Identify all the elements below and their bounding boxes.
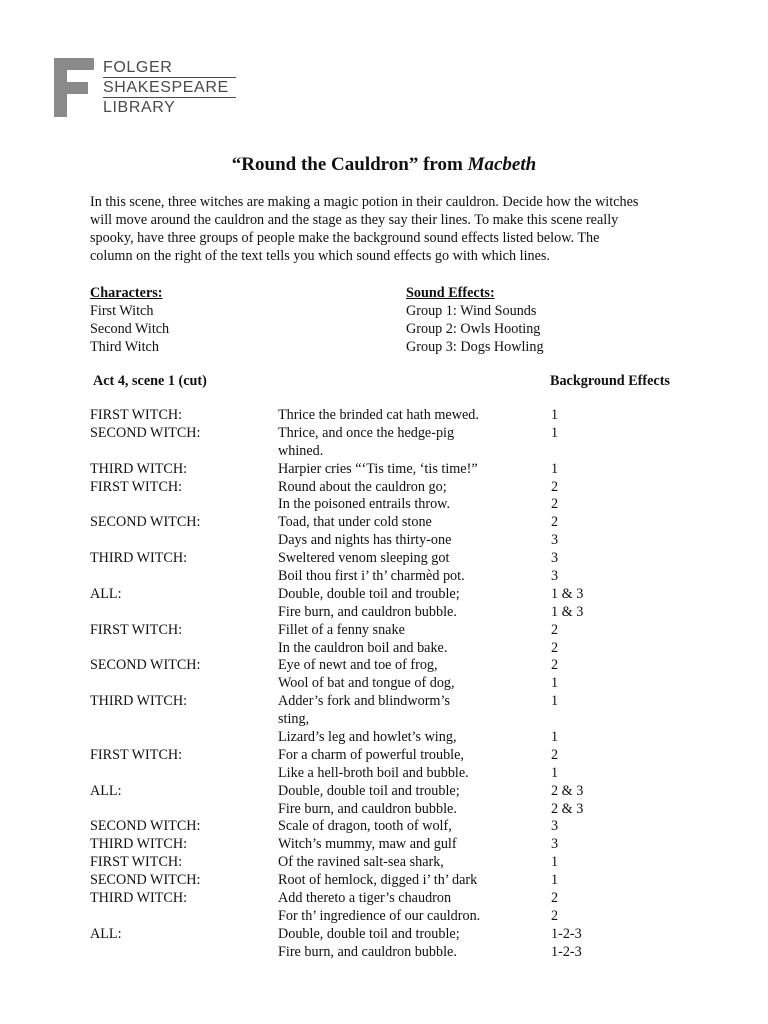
script-line: Double, double toil and trouble; xyxy=(278,925,460,942)
speaker-label: SECOND WITCH: xyxy=(90,514,201,531)
effect-group: 1 xyxy=(551,854,559,871)
script-row xyxy=(90,640,690,658)
script-row xyxy=(90,568,690,586)
effect-group: 2 xyxy=(551,746,559,763)
script-line: Double, double toil and trouble; xyxy=(278,585,460,602)
script-row xyxy=(90,693,690,711)
script-row xyxy=(90,765,690,783)
speaker-label: SECOND WITCH: xyxy=(90,818,201,835)
script-row xyxy=(90,872,690,890)
script-row xyxy=(90,586,690,604)
act-scene-heading: Act 4, scene 1 (cut) xyxy=(93,373,207,389)
character-item: Second Witch xyxy=(90,321,170,337)
speaker-label: FIRST WITCH: xyxy=(90,621,183,638)
speaker-label: SECOND WITCH: xyxy=(90,872,201,889)
script-line: Harpier cries “‘Tis time, ‘tis time!” xyxy=(278,460,478,477)
speaker-label: THIRD WITCH: xyxy=(90,550,188,567)
script-line: In the cauldron boil and bake. xyxy=(278,639,448,656)
sound-effect-item: Group 3: Dogs Howling xyxy=(406,339,544,355)
logo-line-2: SHAKESPEARE xyxy=(103,78,229,96)
script-line: Adder’s fork and blindworm’s xyxy=(278,693,450,710)
effect-group: 2 & 3 xyxy=(551,800,584,817)
effect-group: 1 xyxy=(551,872,559,889)
script-line: Round about the cauldron go; xyxy=(278,478,447,495)
script-row xyxy=(90,514,690,532)
sound-effects-heading: Sound Effects: xyxy=(406,285,495,301)
effect-group: 1 xyxy=(551,460,559,477)
script-line: Witch’s mummy, maw and gulf xyxy=(278,836,457,853)
script-line: Days and nights has thirty-one xyxy=(278,532,452,549)
speaker-label: ALL: xyxy=(90,925,122,942)
script-row xyxy=(90,818,690,836)
effect-group: 1 & 3 xyxy=(551,585,584,602)
script-line: Add thereto a tiger’s chaudron xyxy=(278,890,452,907)
speaker-label: THIRD WITCH: xyxy=(90,460,188,477)
characters-heading: Characters: xyxy=(90,285,163,301)
script-row xyxy=(90,622,690,640)
speaker-label: THIRD WITCH: xyxy=(90,693,188,710)
effect-group: 2 xyxy=(551,621,559,638)
effect-group: 1 xyxy=(551,693,559,710)
effect-group: 3 xyxy=(551,550,559,567)
effect-group: 1-2-3 xyxy=(551,925,582,942)
script-line: For th’ ingredience of our cauldron. xyxy=(278,907,481,924)
effect-group: 2 xyxy=(551,514,559,531)
script-row xyxy=(90,711,690,729)
effect-group: 1 xyxy=(551,764,559,781)
folger-f-logo-icon xyxy=(54,58,94,117)
effect-group: 3 xyxy=(551,818,559,835)
page-title xyxy=(0,154,768,176)
script-line: For a charm of powerful trouble, xyxy=(278,746,464,763)
script-row xyxy=(90,783,690,801)
sound-effects-list xyxy=(406,284,544,356)
script-row xyxy=(90,550,690,568)
script-line: Fire burn, and cauldron bubble. xyxy=(278,943,457,960)
script-line: Fire burn, and cauldron bubble. xyxy=(278,603,457,620)
script-row xyxy=(90,532,690,550)
script-line: sting, xyxy=(278,711,310,728)
script-row xyxy=(90,604,690,622)
script-row xyxy=(90,407,690,425)
speaker-label: THIRD WITCH: xyxy=(90,890,188,907)
effect-group: 2 & 3 xyxy=(551,782,584,799)
script-line: Double, double toil and trouble; xyxy=(278,782,460,799)
script-line: Like a hell-broth boil and bubble. xyxy=(278,764,469,781)
intro-paragraph xyxy=(90,193,690,265)
script-row xyxy=(90,479,690,497)
character-item: First Witch xyxy=(90,303,154,319)
script-row xyxy=(90,926,690,944)
script-row xyxy=(90,890,690,908)
script-line: Lizard’s leg and howlet’s wing, xyxy=(278,729,457,746)
intro-line: In this scene, three witches are making a magic potion in their cauldron. Decide how the witches xyxy=(90,194,639,210)
effect-group: 2 xyxy=(551,478,559,495)
sound-effect-item: Group 2: Owls Hooting xyxy=(406,321,541,337)
effect-group: 2 xyxy=(551,657,559,674)
script-row xyxy=(90,729,690,747)
script-row xyxy=(90,854,690,872)
effect-group: 2 xyxy=(551,907,559,924)
script-line: whined. xyxy=(278,442,324,459)
effect-group: 2 xyxy=(551,496,559,513)
effect-group: 3 xyxy=(551,568,559,585)
speaker-label: SECOND WITCH: xyxy=(90,424,201,441)
script-table xyxy=(90,407,690,962)
script-row xyxy=(90,443,690,461)
script-line: Fire burn, and cauldron bubble. xyxy=(278,800,457,817)
speaker-label: FIRST WITCH: xyxy=(90,478,183,495)
speaker-label: SECOND WITCH: xyxy=(90,657,201,674)
background-effects-heading: Background Effects xyxy=(550,373,670,389)
script-row xyxy=(90,461,690,479)
script-row xyxy=(90,675,690,693)
effect-group: 1 & 3 xyxy=(551,603,584,620)
script-row xyxy=(90,747,690,765)
characters-list xyxy=(90,284,169,356)
speaker-label: FIRST WITCH: xyxy=(90,407,183,423)
script-row xyxy=(90,801,690,819)
effect-group: 1 xyxy=(551,729,559,746)
script-row xyxy=(90,425,690,443)
script-row xyxy=(90,908,690,926)
script-line: Thrice the brinded cat hath mewed. xyxy=(278,407,479,423)
script-row xyxy=(90,836,690,854)
script-line: Thrice, and once the hedge-pig xyxy=(278,424,455,441)
script-line: Scale of dragon, tooth of wolf, xyxy=(278,818,452,835)
logo-line-3: LIBRARY xyxy=(103,98,176,116)
sound-effect-item: Group 1: Wind Sounds xyxy=(406,303,537,319)
script-line: Of the ravined salt-sea shark, xyxy=(278,854,444,871)
script-line: In the poisoned entrails throw. xyxy=(278,496,451,513)
script-line: Toad, that under cold stone xyxy=(278,514,432,531)
title-prefix: “Round the Cauldron” from xyxy=(231,154,468,175)
effect-group: 1 xyxy=(551,407,559,423)
folger-logo xyxy=(54,58,236,118)
speaker-label: FIRST WITCH: xyxy=(90,746,183,763)
script-row xyxy=(90,944,690,962)
title-play-name: Macbeth xyxy=(467,154,537,175)
effect-group: 1-2-3 xyxy=(551,943,582,960)
script-line: Sweltered venom sleeping got xyxy=(278,550,450,567)
speaker-label: FIRST WITCH: xyxy=(90,854,183,871)
speaker-label: ALL: xyxy=(90,782,122,799)
speaker-label: ALL: xyxy=(90,585,122,602)
intro-line: spooky, have three groups of people make the background sound effects listed below. The xyxy=(90,230,600,246)
script-line: Eye of newt and toe of frog, xyxy=(278,657,438,674)
effect-group: 1 xyxy=(551,675,559,692)
script-line: Wool of bat and tongue of dog, xyxy=(278,675,455,692)
effect-group: 3 xyxy=(551,532,559,549)
logo-line-1: FOLGER xyxy=(103,58,173,76)
intro-line: column on the right of the text tells you which sound effects go with which lines. xyxy=(90,248,550,264)
speaker-label: THIRD WITCH: xyxy=(90,836,188,853)
script-line: Fillet of a fenny snake xyxy=(278,621,405,638)
effect-group: 2 xyxy=(551,890,559,907)
effect-group: 1 xyxy=(551,424,559,441)
effect-group: 2 xyxy=(551,639,559,656)
character-item: Third Witch xyxy=(90,339,159,355)
script-row xyxy=(90,496,690,514)
intro-line: will move around the cauldron and the stage as they say their lines. To make this scene really xyxy=(90,212,619,228)
logo-wordmark xyxy=(103,58,237,117)
effect-group: 3 xyxy=(551,836,559,853)
script-line: Boil thou first i’ th’ charmèd pot. xyxy=(278,568,465,585)
script-line: Root of hemlock, digged i’ th’ dark xyxy=(278,872,478,889)
script-row xyxy=(90,657,690,675)
